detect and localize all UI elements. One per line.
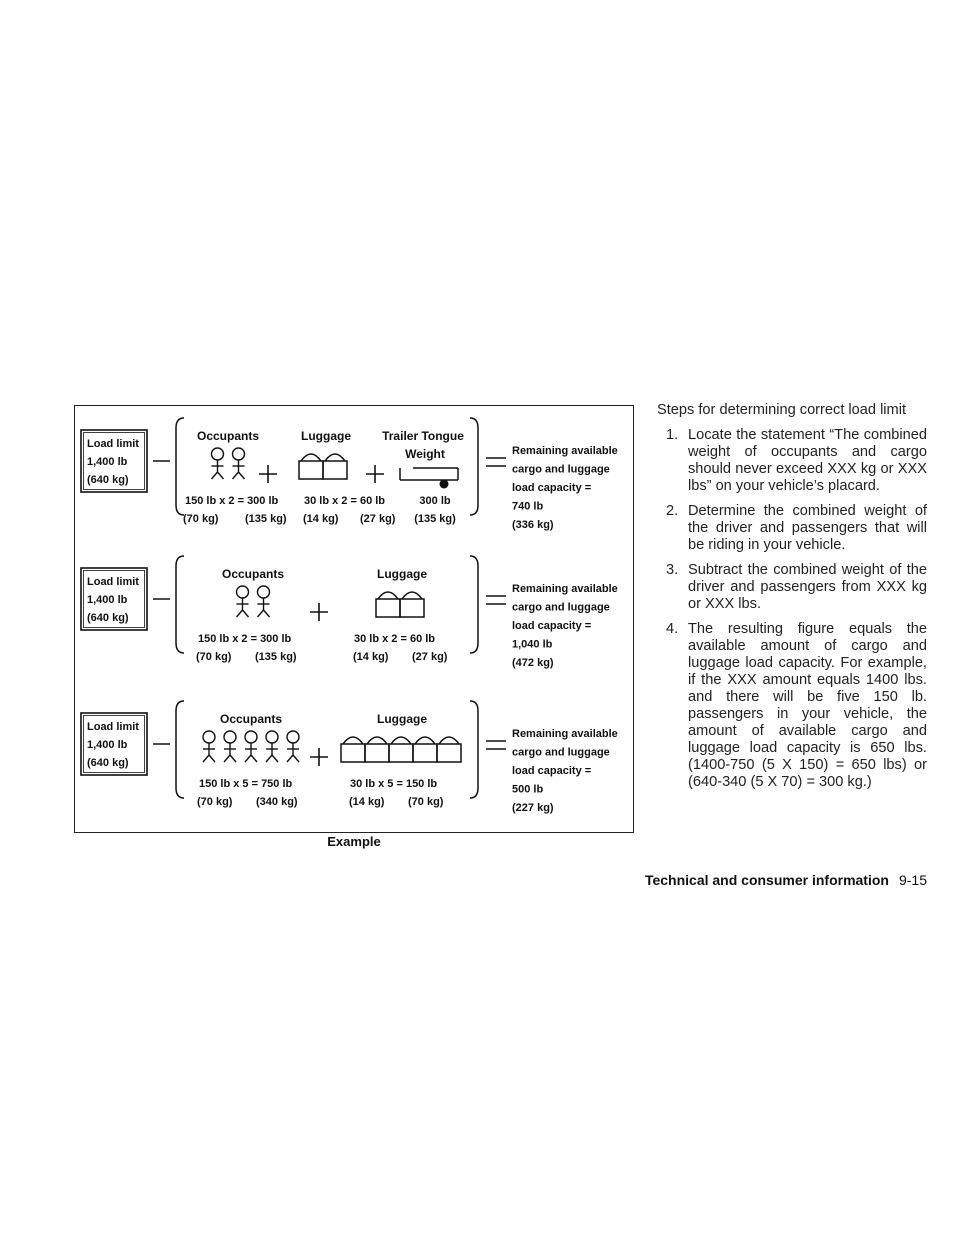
occupants-kg: (340 kg) [256, 796, 298, 808]
person-leg [237, 610, 243, 617]
step-text: Locate the statement “The combined weight of occupants and cargo should never exceed XXX kg or XXX lbs” on your vehicle’s placard. [688, 427, 927, 494]
luggage-icon [437, 737, 461, 762]
luggage-body [389, 744, 413, 762]
calculation-row [81, 556, 618, 669]
luggage-handle [391, 737, 411, 744]
occupants-title: Occupants [196, 429, 260, 443]
luggage-body [341, 744, 365, 762]
figure-caption: Example [327, 834, 381, 849]
load-limit-text: Load limit [87, 721, 139, 733]
remaining-capacity-text: Remaining available [512, 445, 618, 457]
luggage-body [437, 744, 461, 762]
person-head [258, 586, 270, 598]
remaining-capacity-text: cargo and luggage [512, 746, 610, 759]
person-leg [243, 610, 249, 617]
person-icon [245, 731, 257, 762]
person-icon [287, 731, 299, 762]
person-leg [287, 755, 293, 762]
luggage-handle [301, 454, 321, 461]
luggage-handle [378, 592, 398, 599]
luggage-icon [323, 454, 347, 479]
person-leg [212, 472, 218, 479]
steps-section [657, 402, 927, 799]
luggage-kg: (14 kg) [303, 513, 339, 525]
remaining-capacity-text: (336 kg) [512, 519, 554, 531]
person-head [237, 586, 249, 598]
luggage-kg: (27 kg) [412, 651, 448, 663]
luggage-handle [439, 737, 459, 744]
luggage-icon [400, 592, 424, 617]
step-number: 1. [666, 427, 679, 443]
load-limit-text: Load limit [87, 438, 139, 450]
load-limit-figure [74, 405, 634, 833]
luggage-body [376, 599, 400, 617]
luggage-title: Luggage [301, 429, 351, 443]
person-head [233, 448, 245, 460]
person-head [224, 731, 236, 743]
occupants-title: Occupants [219, 712, 283, 726]
person-leg [224, 755, 230, 762]
luggage-calc: 30 lb x 2 = 60 lb [304, 495, 386, 507]
trailer-hitch-ball [440, 480, 449, 489]
person-leg [258, 610, 264, 617]
trailer-title: Weight [405, 447, 445, 461]
load-limit-diagram [75, 406, 633, 832]
step-item [657, 427, 927, 495]
calculation-row [81, 418, 618, 531]
luggage-handle [402, 592, 422, 599]
luggage-body [299, 461, 323, 479]
remaining-capacity-text: (227 kg) [512, 802, 554, 814]
remaining-capacity-text: cargo and luggage [512, 463, 610, 476]
luggage-icon [341, 737, 365, 762]
luggage-body [365, 744, 389, 762]
luggage-kg: (27 kg) [360, 513, 396, 525]
step-item [657, 503, 927, 554]
remaining-capacity-text: cargo and luggage [512, 601, 610, 614]
person-head [266, 731, 278, 743]
plus-sign [366, 465, 384, 483]
trailer-title: Trailer Tongue [382, 429, 464, 443]
load-limit-text: 1,400 lb [87, 456, 128, 468]
luggage-handle [367, 737, 387, 744]
person-leg [239, 472, 245, 479]
luggage-icon [299, 454, 323, 479]
occupants-kg: (135 kg) [245, 513, 287, 525]
luggage-calc: 30 lb x 5 = 150 lb [350, 778, 438, 790]
step-item [657, 562, 927, 613]
person-icon [233, 448, 245, 479]
bracket-left [176, 556, 184, 653]
remaining-capacity-text: load capacity = [512, 482, 592, 494]
plus-sign [259, 465, 277, 483]
trailer-kg: (135 kg) [414, 513, 456, 525]
step-text: Determine the combined weight of the driver and passengers that will be riding in your vehicle. [688, 503, 927, 553]
person-icon [258, 586, 270, 617]
person-leg [230, 755, 236, 762]
person-leg [266, 755, 272, 762]
luggage-icon [389, 737, 413, 762]
person-leg [264, 610, 270, 617]
trailer-icon [400, 468, 458, 480]
remaining-capacity-text: Remaining available [512, 583, 618, 595]
steps-heading: Steps for determining correct load limit [657, 402, 907, 418]
equals-sign [486, 458, 506, 466]
occupants-title: Occupants [221, 567, 285, 581]
remaining-capacity-text: 500 lb [512, 783, 544, 796]
steps-list [657, 427, 927, 791]
luggage-icon [376, 592, 400, 617]
occupants-kg: (70 kg) [183, 513, 219, 525]
person-icon [212, 448, 224, 479]
load-limit-text: (640 kg) [87, 474, 129, 486]
person-leg [218, 472, 224, 479]
remaining-capacity-text: (472 kg) [512, 657, 554, 669]
luggage-icon [365, 737, 389, 762]
person-leg [203, 755, 209, 762]
person-icon [203, 731, 215, 762]
person-leg [251, 755, 257, 762]
luggage-title: Luggage [377, 712, 427, 726]
step-item [657, 621, 927, 791]
occupants-calc: 150 lb x 5 = 750 lb [199, 778, 293, 790]
person-head [287, 731, 299, 743]
remaining-capacity-text: Remaining available [512, 728, 618, 740]
step-text: The resulting figure equals the available amount of cargo and luggage load capacity. For example, if the XXX amount equals 1400 lbs. and there will be five 150 lb. passengers in your vehicle, the amount of available cargo and luggage load capacity is 650 lbs. (1400-750 (5 X 150) = 650 lbs) or (640-340 (5 X 70) = 300 kg.) [688, 621, 927, 790]
luggage-body [323, 461, 347, 479]
person-icon [266, 731, 278, 762]
luggage-icon [413, 737, 437, 762]
person-leg [233, 472, 239, 479]
bracket-right [470, 701, 478, 798]
luggage-kg: (70 kg) [408, 796, 444, 808]
luggage-body [413, 744, 437, 762]
luggage-handle [325, 454, 345, 461]
luggage-body [400, 599, 424, 617]
remaining-capacity-text: load capacity = [512, 620, 592, 632]
luggage-title: Luggage [377, 567, 427, 581]
bracket-left [176, 418, 184, 515]
load-limit-text: (640 kg) [87, 612, 129, 624]
occupants-calc: 150 lb x 2 = 300 lb [185, 495, 279, 507]
load-limit-text: (640 kg) [87, 757, 129, 769]
plus-sign [310, 603, 328, 621]
luggage-handle [343, 737, 363, 744]
load-limit-text: Load limit [87, 576, 139, 588]
person-leg [293, 755, 299, 762]
person-head [212, 448, 224, 460]
remaining-capacity-text: 1,040 lb [512, 638, 553, 651]
luggage-calc: 30 lb x 2 = 60 lb [354, 633, 436, 645]
trailer-calc: 300 lb [419, 495, 451, 507]
calculation-row [81, 701, 618, 814]
occupants-kg: (70 kg) [196, 651, 232, 663]
load-limit-text: 1,400 lb [87, 739, 128, 751]
page-number: 9-15 [898, 872, 927, 888]
plus-sign [310, 748, 328, 766]
step-number: 3. [666, 562, 679, 578]
step-number: 2. [666, 503, 679, 519]
person-leg [209, 755, 215, 762]
step-text: Subtract the combined weight of the driver and passengers from XXX kg or XXX lbs. [688, 562, 927, 612]
person-head [203, 731, 215, 743]
equals-sign [486, 596, 506, 604]
bracket-right [470, 418, 478, 515]
page-footer [645, 872, 927, 888]
person-head [245, 731, 257, 743]
luggage-kg: (14 kg) [349, 796, 385, 808]
person-icon [237, 586, 249, 617]
step-number: 4. [666, 621, 679, 637]
luggage-handle [415, 737, 435, 744]
remaining-capacity-text: 740 lb [512, 500, 544, 513]
person-leg [245, 755, 251, 762]
luggage-kg: (14 kg) [353, 651, 389, 663]
occupants-kg: (135 kg) [255, 651, 297, 663]
load-limit-text: 1,400 lb [87, 594, 128, 606]
bracket-right [470, 556, 478, 653]
equals-sign [486, 741, 506, 749]
bracket-left [176, 701, 184, 798]
person-icon [224, 731, 236, 762]
occupants-calc: 150 lb x 2 = 300 lb [198, 633, 292, 645]
remaining-capacity-text: load capacity = [512, 765, 592, 777]
footer-section-title: Technical and consumer information [644, 872, 889, 888]
occupants-kg: (70 kg) [197, 796, 233, 808]
person-leg [272, 755, 278, 762]
